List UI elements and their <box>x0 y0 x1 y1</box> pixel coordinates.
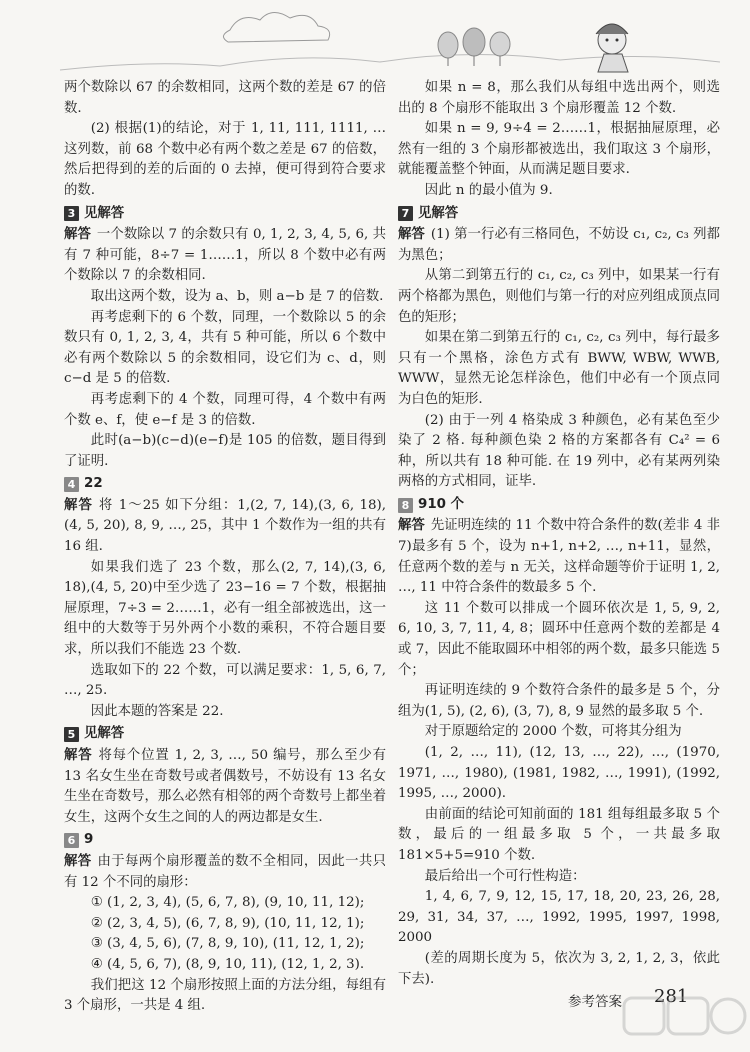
answer-label: 解答 <box>64 227 91 243</box>
section-header-3 <box>64 204 386 225</box>
paragraph: 将每个位置 1, 2, 3, …, 50 编号，那么至少有 13 名女生坐在奇数号或者偶数号，不妨设有 13 名女生坐在奇数号，那么必然有相邻的两个奇数号上都坐着女生，这两个女生之间的人的两边都是女生. <box>64 748 387 825</box>
paragraph: 如果 n = 8，那么我们从每组中选出两个，则选出的 8 个扇形不能取出 3 个扇形覆盖 12 个数. <box>398 80 720 116</box>
paragraph: 先证明连续的 11 个数中符合条件的数(差非 4 非 7)最多有 5 个，设为 n+1, n+2, …, n+11，显然，任意两个数的差与 n 无关，这样命题等价于证明 1, 2, …, 11 中符合条件的数最多 5 个. <box>398 518 720 596</box>
section-title: 9 <box>84 832 94 848</box>
paragraph: (2) 由于一列 4 格染成 3 种颜色，必有某色至少染了 2 格. 每种颜色染 2 格的方案都各有 C₄² = 6 种，所以共有 18 种可能. 在 19 列中，必有某两列染两格的方式相同，证毕. <box>398 412 720 490</box>
paragraph: 对于原题给定的 2000 个数，可将其分组为 <box>424 724 682 740</box>
list-item: ④ (4, 5, 6, 7), (8, 9, 10, 11), (12, 1, 2, 3). <box>90 956 365 972</box>
paragraph: 从第二到第五行的 c₁, c₂, c₃ 列中，如果某一行有两个格都为黑色，则他们与第一行的对应列组成顶点同色的矩形； <box>398 268 720 325</box>
section-title: 910 个 <box>418 496 465 512</box>
section-number: 4 <box>64 477 79 492</box>
paragraph: 再考虑剩下的 6 个数，同理，一个数除以 5 的余数只有 0, 1, 2, 3, 4，共有 5 种可能，所以 6 个数中必有两个数除以 5 的余数相同，设它们为 c、d，则 c−d 是 5 的倍数. <box>64 309 386 387</box>
section-header-7 <box>398 204 720 225</box>
paragraph: 一个数除以 7 的余数只有 0, 1, 2, 3, 4, 5, 6, 共有 7 种可能，8÷7 = 1……1，所以 8 个数中必有两个数除以 7 的余数相同. <box>64 227 386 284</box>
paragraph: (2) 根据(1)的结论，对于 1, 11, 111, 1111, …这列数，前 68 个数中必有两个数之差是 67 的倍数，然后把得到的差的后面的 0 去掉，便可得到符合要求的数. <box>64 121 386 198</box>
header-illustration <box>0 0 750 80</box>
footer-label: 参考答案 <box>568 994 622 1010</box>
section-number: 6 <box>64 833 79 848</box>
list-item: ① (1, 2, 3, 4), (5, 6, 7, 8), (9, 10, 11, 12); <box>90 895 365 911</box>
paragraph: (1, 2, …, 11), (12, 13, …, 22), …, (1970, 1971, …, 1980), (1981, 1982, …, 1991), (1992, 1995, …, 2000). <box>398 745 720 802</box>
paragraph: 我们把这 12 个扇形按照上面的方法分组，每组有 3 个扇形，一共是 4 组. <box>64 977 386 1014</box>
paragraph: 如果在第二到第五行的 c₁, c₂, c₃ 列中，每行最多只有一个黑格，涂色方式有 BWW, WBW, WWB, WWW，显然无论怎样涂色，他们中必有一个顶点同为白色的矩形. <box>398 330 720 407</box>
tree-icon <box>438 32 458 58</box>
section-header-4 <box>64 474 386 495</box>
answer-label: 解答 <box>64 853 92 869</box>
section-title: 见解答 <box>84 726 125 742</box>
answer-label: 解答 <box>398 518 425 534</box>
answer-label: 解答 <box>398 227 425 243</box>
watermark-logo <box>620 992 750 1052</box>
paragraph: 因此 n 的最小值为 9. <box>424 182 553 198</box>
paragraph: 再考虑剩下的 4 个数，同理可得，4 个数中有两个数 e、f，使 e−f 是 3 的倍数. <box>64 391 386 428</box>
answer-label: 解答 <box>64 748 93 763</box>
paragraph: 最后给出一个可行性构造： <box>424 868 586 884</box>
section-number: 3 <box>64 206 79 221</box>
paragraph: 选取如下的 22 个数，可以满足要求：1, 5, 6, 7, …, 25. <box>64 662 386 699</box>
paragraph: 再证明连续的 9 个数符合条件的最多是 5 个，分组为(1, 5), (2, 6), (3, 7), 8, 9 显然的最多取 5 个. <box>398 683 720 719</box>
section-header-8 <box>398 495 720 516</box>
answer-label: 解答 <box>64 497 93 513</box>
paragraph: 两个数除以 67 的余数相同，这两个数的差是 67 的倍数. <box>64 80 386 116</box>
list-item: ② (2, 3, 4, 5), (6, 7, 8, 9), (10, 11, 12, 1); <box>90 915 365 931</box>
section-header-6 <box>64 830 386 851</box>
paragraph: 由前面的结论可知前面的 181 组每组最多取 5 个数，最后的一组最多取 5 个，一共最多取 181×5+5=910 个数. <box>398 806 720 863</box>
cartoon-child-icon <box>596 24 628 72</box>
section-title: 22 <box>84 476 103 492</box>
section-title: 见解答 <box>84 205 125 221</box>
section-number: 8 <box>398 498 413 513</box>
left-column <box>64 78 386 1017</box>
paragraph: 如果我们选了 23 个数，那么(2, 7, 14),(3, 6, 18),(4, 5, 20)中至少选了 23−16 = 7 个数，根据抽屉原理，7÷3 = 2……1，必有一组全部被选出，这一组中的大数等于另外两个小数的乘积，不符合题目要求，所以我们不能选 23 个数. <box>64 559 386 658</box>
section-number: 5 <box>64 727 79 742</box>
paragraph: 将 1～25 如下分组：1,(2, 7, 14),(3, 6, 18),(4, 5, 20), 8, 9, …, 25，其中 1 个数作为一组的共有 16 组. <box>64 497 387 555</box>
cloud-icon <box>223 12 329 42</box>
section-title: 见解答 <box>418 205 459 221</box>
paragraph: 取出这两个数，设为 a、b，则 a−b 是 7 的倍数. <box>90 288 384 304</box>
paragraph: 因此本题的答案是 22. <box>90 703 224 719</box>
right-column <box>398 78 720 990</box>
paragraph: (差的周期长度为 5，依次为 3, 2, 1, 2, 3，依此下去). <box>398 950 720 987</box>
paragraph: 由于每两个扇形覆盖的数不全相同，因此一共只有 12 个不同的扇形： <box>64 853 387 890</box>
paragraph: (1) 第一行必有三格同色，不妨设 c₁, c₂, c₃ 列都为黑色； <box>398 227 720 263</box>
section-header-5 <box>64 724 386 745</box>
paragraph: 这 11 个数可以排成一个圆环依次是 1, 5, 9, 2, 6, 10, 3, 7, 11, 4, 8；圆环中任意两个数的差都是 4 或 7，因此不能取圆环中相邻的两个数，最多只能选 5 个； <box>398 600 720 678</box>
page-number: 281 <box>654 986 689 1007</box>
section-number: 7 <box>398 206 413 221</box>
paragraph: 此时(a−b)(c−d)(e−f)是 105 的倍数，题目得到了证明. <box>64 433 386 469</box>
paragraph: 如果 n = 9, 9÷4 = 2……1，根据抽屉原理，必然有一组的 3 个扇形都被选出，我们取这 3 个扇形，就能覆盖整个钟面，从而满足题目要求. <box>398 121 720 178</box>
list-item: ③ (3, 4, 5, 6), (7, 8, 9, 10), (11, 12, 1, 2); <box>90 936 365 952</box>
paragraph: 1, 4, 6, 7, 9, 12, 15, 17, 18, 20, 23, 26, 28, 29, 31, 34, 37, …, 1992, 1995, 1997, 1998, 2000 <box>398 889 720 946</box>
